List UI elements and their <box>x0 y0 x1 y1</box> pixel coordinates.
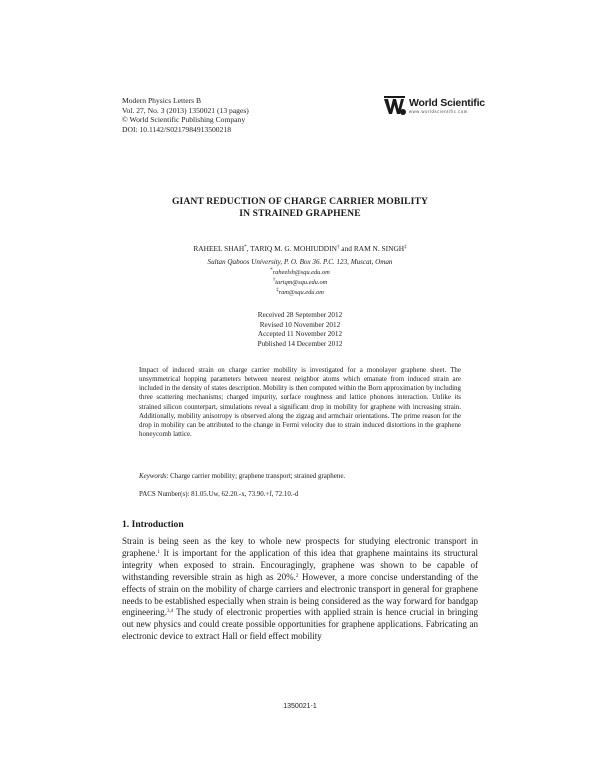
publisher-logo <box>384 96 492 118</box>
journal-name: Modern Physics Letters B <box>122 96 202 105</box>
email-line <box>100 288 500 298</box>
title-line-1: GIANT REDUCTION OF CHARGE CARRIER MOBILITY <box>171 196 429 207</box>
author-separator: and <box>339 244 354 253</box>
body-segment: However, a more concise understanding of the effects of strain on the mobility of charge carriers and electronic transport in general for graphene needs to be established especially when strain is being considered as the way forward for bandgap engineering. <box>122 571 478 618</box>
paper-title <box>100 196 500 221</box>
email-address[interactable]: tariqm@squ.edu.om <box>275 279 328 287</box>
date-accepted: Accepted 11 November 2012 <box>257 330 343 339</box>
page-footer <box>100 703 500 710</box>
title-line-2: IN STRAINED GRAPHENE <box>239 208 361 220</box>
email-mark: † <box>272 278 276 284</box>
author-separator: , <box>246 244 251 253</box>
doi[interactable]: DOI: 10.1142/S0217984913500218 <box>122 124 231 134</box>
citation-ref[interactable]: 1 <box>157 549 160 555</box>
email-line <box>100 268 500 278</box>
author-mark: * <box>244 245 247 250</box>
email-mark: * <box>270 268 273 273</box>
page-identifier: 1350021-1 <box>283 703 317 710</box>
citation-ref[interactable]: 2 <box>295 573 299 579</box>
body-segment: It is important for the application of this idea that graphene maintains its structural integrity when exposed to strain. Encouragingly, graphene was shown to be capable of withstanding reversible strain as high as 20%. <box>122 547 478 582</box>
keywords-text: : Charge carrier mobility; graphene transport; strained graphene. <box>166 472 346 480</box>
publisher-name: World Scientific <box>409 97 485 109</box>
body-segment: The study of electronic properties with applied strain is hence crucial in bringing out new physics and could create possible opportunities for graphene applications. Fabricating an electronic device to extract Hall or field effect mobility <box>122 607 478 642</box>
date-received: Received 28 September 2012 <box>257 311 343 319</box>
affiliation: Sultan Qaboos University, P. O. Box 36. P.C. 123, Muscat, Oman <box>207 258 393 266</box>
email-line <box>100 278 500 288</box>
author-name: TARIQ M. G. MOHIUDDIN <box>250 244 337 253</box>
journal-volume: Vol. 27, No. 3 (2013) 1350021 (13 pages) <box>122 105 249 115</box>
keywords-label: Keywords <box>139 472 167 480</box>
keywords <box>139 472 461 481</box>
publisher-tagline: www.worldscientific.com <box>409 109 468 114</box>
author-emails <box>100 268 500 299</box>
author-name: RAM N. SINGH <box>353 244 405 253</box>
journal-header <box>122 96 249 134</box>
author-mark: † <box>336 245 340 250</box>
date-published: Published 14 December 2012 <box>257 339 343 348</box>
world-scientific-logo-icon <box>384 96 406 116</box>
author-mark: ‡ <box>404 245 407 250</box>
author-name: RAHEEL SHAH <box>193 244 245 253</box>
citation-ref[interactable]: 3,4 <box>166 609 174 615</box>
email-address[interactable]: ram@squ.edu.om <box>278 289 324 297</box>
publication-dates <box>100 311 500 349</box>
pacs-numbers: PACS Number(s): 81.05.Uw, 62.20.-x, 73.90.+f, 72.10.-d <box>139 490 299 498</box>
date-revised: Revised 10 November 2012 <box>259 320 341 329</box>
copyright-notice: © World Scientific Publishing Company <box>122 115 246 125</box>
email-mark: ‡ <box>276 288 279 294</box>
abstract: Impact of induced strain on charge carrier mobility is investigated for a monolayer graphene sheet. The unsymmetrical hopping parameters between nearest neighbor atoms which emanate from induced strain are included in the density of states description. Mobility is then computed within the Born approximation by including three scattering mechanisms; charged impurity, surface roughness and lattice phonons interaction. Unlike its strained silicon counterpart, simulations reveal a significant drop in mobility for graphene with increasing strain. Additionally, mobility anisotropy is observed along the zigzag and armchair orientations. The prime reason for the drop in mobility can be attributed to the change in Fermi velocity due to strain induced distortions in the graphene honeycomb lattice. <box>139 366 461 439</box>
body-text <box>122 536 478 643</box>
author-list <box>100 244 500 253</box>
section-heading: 1. Introduction <box>122 519 184 530</box>
body-segment: Strain is being seen as the key to whole new prospects for studying electronic transport in graphene. <box>122 536 478 558</box>
email-address[interactable]: raheelsh@squ.edu.om <box>272 269 330 276</box>
